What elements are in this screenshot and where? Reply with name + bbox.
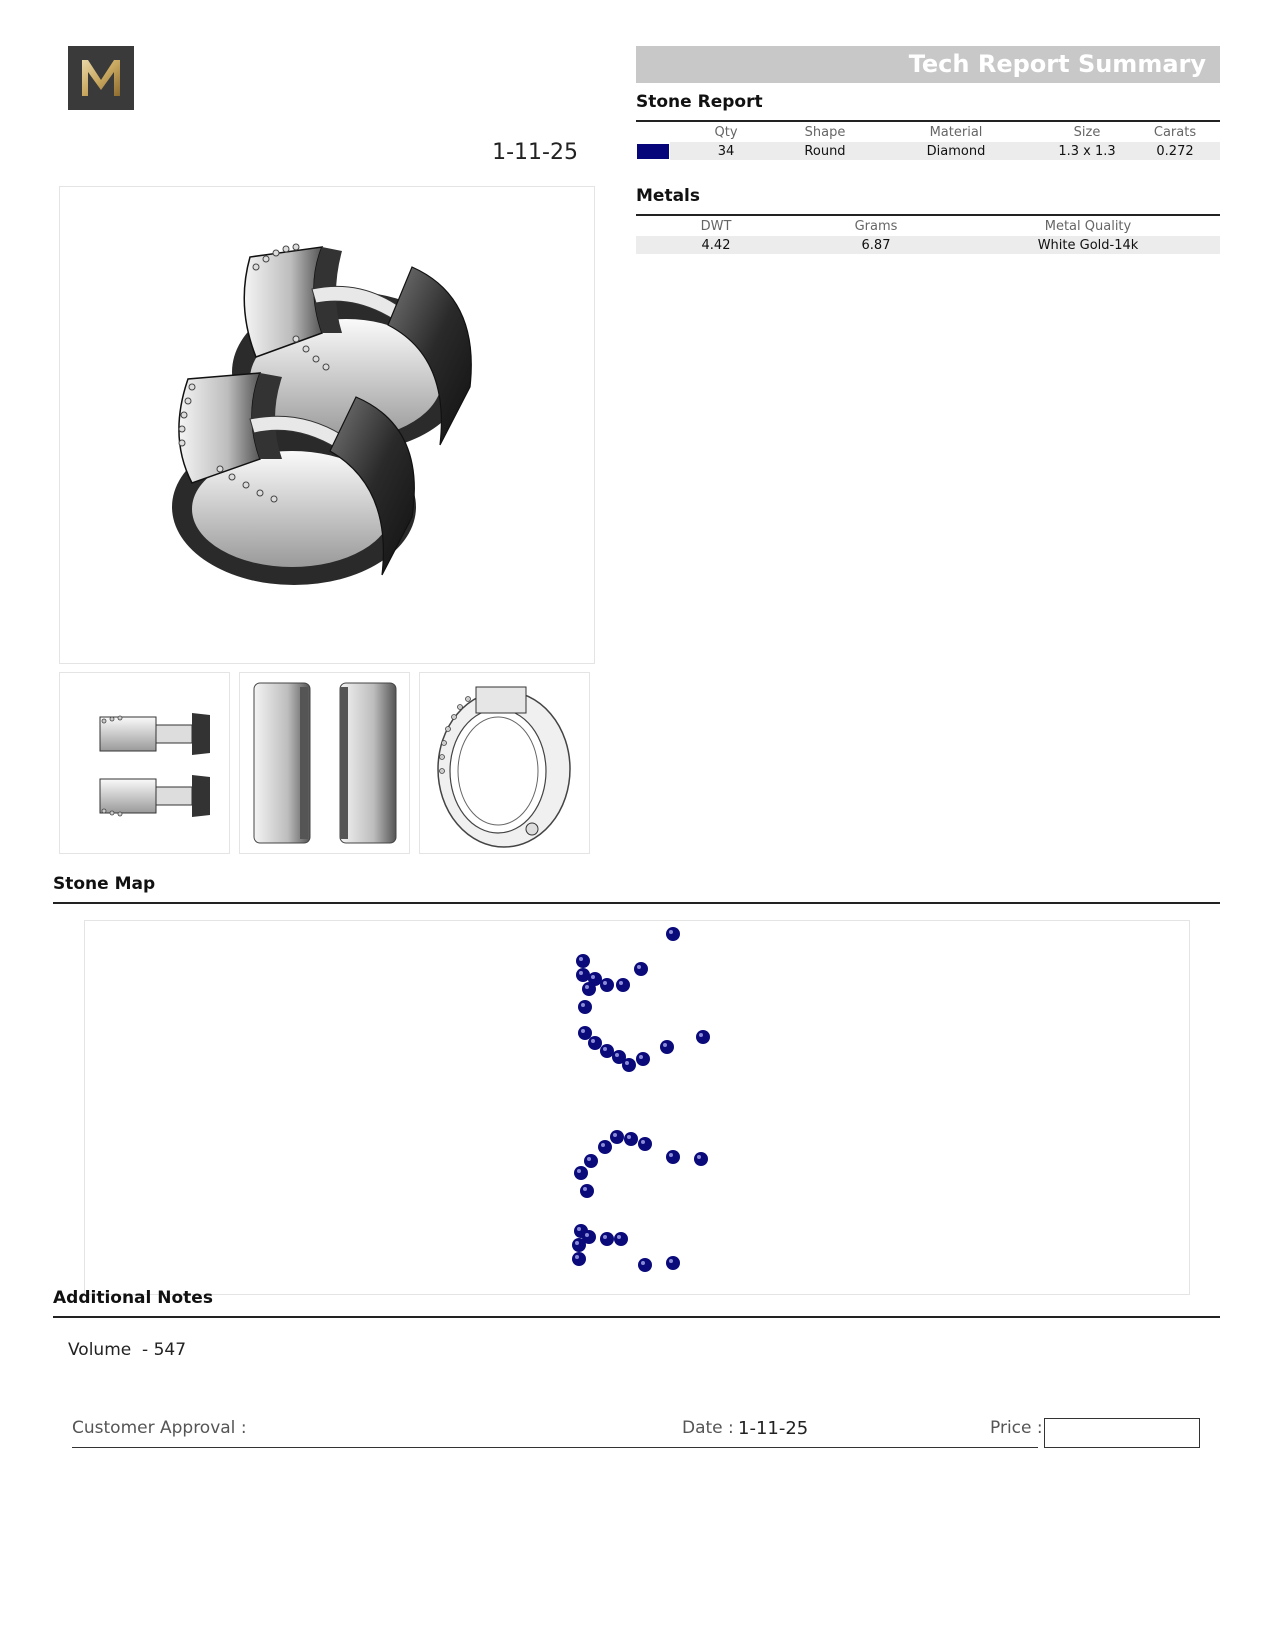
stone-map-stone	[598, 1140, 612, 1154]
stone-map-stone-highlight	[641, 1261, 645, 1265]
stone-map-stone	[666, 1256, 680, 1270]
stone-map-stone-highlight	[615, 1053, 619, 1057]
stone-map-title: Stone Map	[53, 874, 156, 894]
stone-qty: 34	[670, 142, 782, 160]
stone-map-stone	[624, 1132, 638, 1146]
col-shape: Shape	[804, 124, 846, 140]
stone-map-stone	[580, 1184, 594, 1198]
stone-map-rule	[53, 902, 1220, 904]
stone-map-stone	[616, 978, 630, 992]
stone-map-stone	[576, 968, 590, 982]
metals-table	[636, 216, 1220, 254]
header-bar	[636, 46, 1220, 83]
metal-dwt: 4.42	[636, 236, 796, 254]
stone-map-stone-highlight	[591, 1039, 595, 1043]
front-view-thumbnail	[419, 672, 590, 854]
stone-map-stone-highlight	[577, 1227, 581, 1231]
customer-signature-line[interactable]	[72, 1447, 1038, 1448]
customer-approval-label: Customer Approval :	[72, 1418, 247, 1438]
stone-map-stone	[610, 1130, 624, 1144]
price-label: Price :	[990, 1418, 1043, 1438]
stone-map-stone-highlight	[603, 1047, 607, 1051]
metals-title: Metals	[636, 186, 700, 206]
earring-front-view-image	[420, 673, 589, 853]
stone-map-stone	[666, 927, 680, 941]
stone-map-stone	[696, 1030, 710, 1044]
col-material: Material	[929, 124, 983, 140]
stone-map-stone-highlight	[639, 1055, 643, 1059]
stone-map-stone-highlight	[603, 1235, 607, 1239]
stone-map-stone	[572, 1238, 586, 1252]
notes-text: Volume - 547	[68, 1340, 187, 1360]
table-row	[636, 236, 1220, 254]
stone-map-stone	[600, 978, 614, 992]
stone-carats: 0.272	[1130, 142, 1220, 160]
stone-map-stone-highlight	[663, 1043, 667, 1047]
col-carats: Carats	[1153, 124, 1197, 140]
stone-map-stone-highlight	[587, 1157, 591, 1161]
stone-map-stone-highlight	[601, 1143, 605, 1147]
stone-map-stone-highlight	[591, 975, 595, 979]
report-date: 1-11-25	[492, 140, 578, 165]
stone-map-stone-highlight	[579, 957, 583, 961]
stone-map-stone-highlight	[697, 1155, 701, 1159]
stone-map-image	[85, 921, 1189, 1294]
stone-map-stone-highlight	[581, 1029, 585, 1033]
stone-map-stone-highlight	[613, 1133, 617, 1137]
stone-map-stone	[588, 1036, 602, 1050]
top-view-thumbnail	[59, 672, 230, 854]
stone-map-stone	[638, 1258, 652, 1272]
stone-map-stone-highlight	[585, 985, 589, 989]
side-view-thumbnail	[239, 672, 410, 854]
stone-map-stone-highlight	[579, 971, 583, 975]
col-metal-quality: Metal Quality	[1044, 218, 1132, 234]
stone-map-stone	[600, 1044, 614, 1058]
stone-map-stone	[694, 1152, 708, 1166]
stone-color-swatch	[637, 144, 669, 159]
stone-map-stone-highlight	[625, 1061, 629, 1065]
stone-report-table	[636, 122, 1220, 160]
stone-map-stone	[622, 1058, 636, 1072]
earrings-side-view-image	[240, 673, 409, 853]
stone-map-stone-highlight	[669, 1259, 673, 1263]
price-input[interactable]	[1044, 1418, 1200, 1448]
additional-notes-rule	[53, 1316, 1220, 1318]
stone-shape: Round	[782, 142, 868, 160]
stone-map-stone-highlight	[581, 1003, 585, 1007]
main-render-panel	[59, 186, 595, 664]
date-label: Date :	[682, 1418, 734, 1438]
earrings-top-view-image	[60, 673, 229, 853]
stone-map-stone-highlight	[575, 1255, 579, 1259]
stone-map-stone	[578, 1000, 592, 1014]
col-size: Size	[1073, 124, 1101, 140]
stone-map-stone-highlight	[627, 1135, 631, 1139]
stone-map-stone-highlight	[669, 930, 673, 934]
stone-map-stone-highlight	[585, 1233, 589, 1237]
stone-map-stone-highlight	[575, 1241, 579, 1245]
stone-material: Diamond	[868, 142, 1044, 160]
metal-grams: 6.87	[796, 236, 956, 254]
table-row	[636, 142, 1220, 160]
logo-m-icon	[68, 46, 134, 110]
additional-notes-title: Additional Notes	[53, 1288, 213, 1308]
stone-map-stone	[638, 1137, 652, 1151]
stone-map-stone-highlight	[699, 1033, 703, 1037]
col-dwt: DWT	[700, 218, 732, 234]
earrings-perspective-image	[60, 187, 594, 663]
stone-map-stone	[576, 954, 590, 968]
stone-map-stone	[600, 1232, 614, 1246]
metals-header-row	[636, 216, 1220, 236]
stone-map-stone	[574, 1166, 588, 1180]
stone-map-stone	[636, 1052, 650, 1066]
stone-map-stone-highlight	[619, 981, 623, 985]
stone-map-panel	[84, 920, 1190, 1295]
stone-size: 1.3 x 1.3	[1044, 142, 1130, 160]
stone-map-stone-highlight	[603, 981, 607, 985]
stone-map-stone-highlight	[577, 1169, 581, 1173]
metal-quality: White Gold-14k	[956, 236, 1220, 254]
col-qty: Qty	[714, 124, 738, 140]
stone-map-stone	[584, 1154, 598, 1168]
stone-map-stone	[572, 1252, 586, 1266]
stone-map-stone-highlight	[641, 1140, 645, 1144]
col-grams: Grams	[854, 218, 898, 234]
stone-map-stone	[666, 1150, 680, 1164]
stone-map-stone	[582, 982, 596, 996]
stone-map-stone-highlight	[637, 965, 641, 969]
stone-map-stone-highlight	[669, 1153, 673, 1157]
stone-map-stone-highlight	[617, 1235, 621, 1239]
approval-date-value: 1-11-25	[738, 1418, 809, 1439]
page-title: Tech Report Summary	[908, 50, 1206, 78]
stone-map-stone	[660, 1040, 674, 1054]
company-logo	[68, 46, 134, 110]
stone-map-stone	[578, 1026, 592, 1040]
stone-map-stone	[634, 962, 648, 976]
stone-map-stone-highlight	[583, 1187, 587, 1191]
stone-report-header-row	[636, 122, 1220, 142]
stone-map-stone	[614, 1232, 628, 1246]
stone-report-title: Stone Report	[636, 92, 763, 112]
